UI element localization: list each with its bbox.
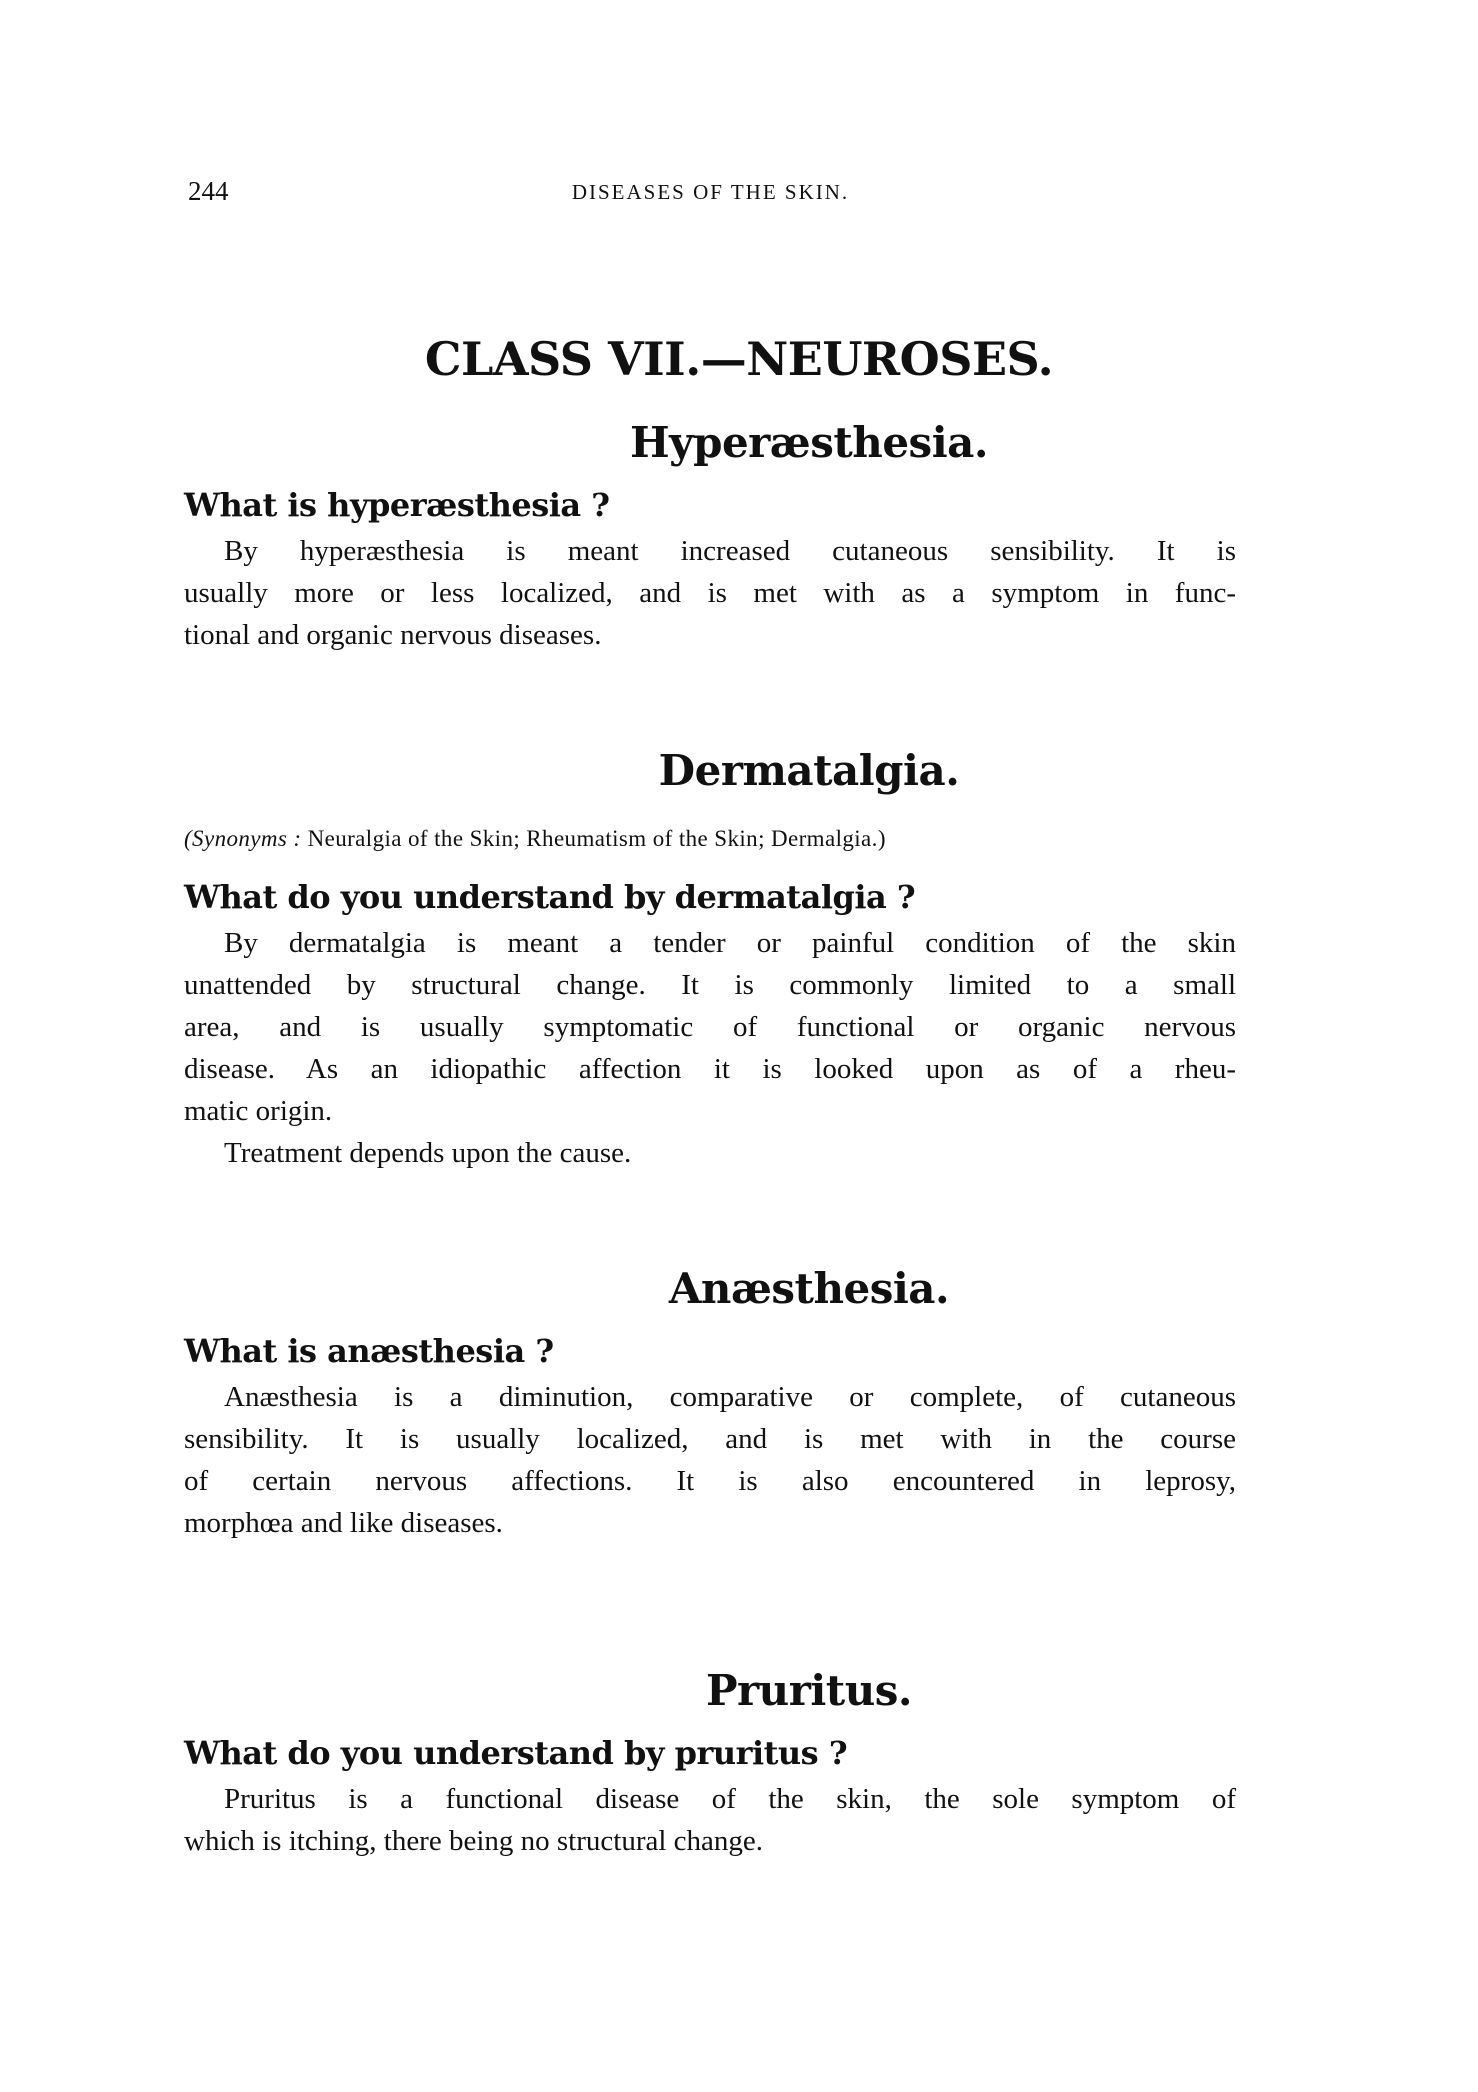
text-line: which is itching, there being no structural change. xyxy=(184,1825,764,1857)
text-line: matic origin. xyxy=(184,1095,333,1127)
answer-dermatalgia xyxy=(184,922,1236,1174)
section-title-dermatalgia: Dermatalgia. xyxy=(658,746,960,795)
section-title-anaesthesia: Anæsthesia. xyxy=(668,1264,950,1313)
question-hyperaesthesia: What is hyperæsthesia ? xyxy=(184,486,610,524)
section-title-hyperaesthesia: Hyperæsthesia. xyxy=(630,418,988,467)
synonyms-dermatalgia xyxy=(184,826,1236,852)
running-head xyxy=(188,176,1233,210)
answer-anaesthesia xyxy=(184,1376,1236,1544)
question-pruritus: What do you understand by pruritus ? xyxy=(184,1734,848,1772)
text-line: Pruritus is a functional disease of the skin, the sole symptom of xyxy=(224,1783,1236,1815)
text-line: By hyperæsthesia is meant increased cutaneous sensibility. It is xyxy=(224,535,1236,567)
text-line: of certain nervous affections. It is also encountered in leprosy, xyxy=(184,1465,1236,1497)
treatment-line: Treatment depends upon the cause. xyxy=(224,1137,632,1169)
page-number: 244 xyxy=(188,176,229,206)
text-line: Anæsthesia is a diminution, comparative or complete, of cutaneous xyxy=(224,1381,1236,1413)
question-anaesthesia: What is anæsthesia ? xyxy=(184,1332,554,1370)
text-line: unattended by structural change. It is commonly limited to a small xyxy=(184,969,1236,1001)
answer-hyperaesthesia xyxy=(184,530,1236,656)
question-dermatalgia: What do you understand by dermatalgia ? xyxy=(184,878,916,916)
class-title: CLASS VII.—NEUROSES. xyxy=(424,332,1054,386)
synonyms-list: Neuralgia of the Skin; Rheumatism of the Skin; Dermalgia.) xyxy=(301,826,886,851)
text-line: morphœa and like diseases. xyxy=(184,1507,503,1539)
text-line: usually more or less localized, and is met with as a symptom in func- xyxy=(184,577,1236,609)
running-title: DISEASES OF THE SKIN. xyxy=(571,180,850,204)
text-line: By dermatalgia is meant a tender or painful condition of the skin xyxy=(224,927,1236,959)
text-line: tional and organic nervous diseases. xyxy=(184,619,602,651)
text-line: sensibility. It is usually localized, and is met with in the course xyxy=(184,1423,1236,1455)
section-title-pruritus: Pruritus. xyxy=(705,1666,913,1715)
answer-pruritus xyxy=(184,1778,1236,1862)
text-line: area, and is usually symptomatic of functional or organic nervous xyxy=(184,1011,1236,1043)
text-line: disease. As an idiopathic affection it is looked upon as of a rheu- xyxy=(184,1053,1236,1085)
synonyms-label: (Synonyms : xyxy=(184,826,302,851)
